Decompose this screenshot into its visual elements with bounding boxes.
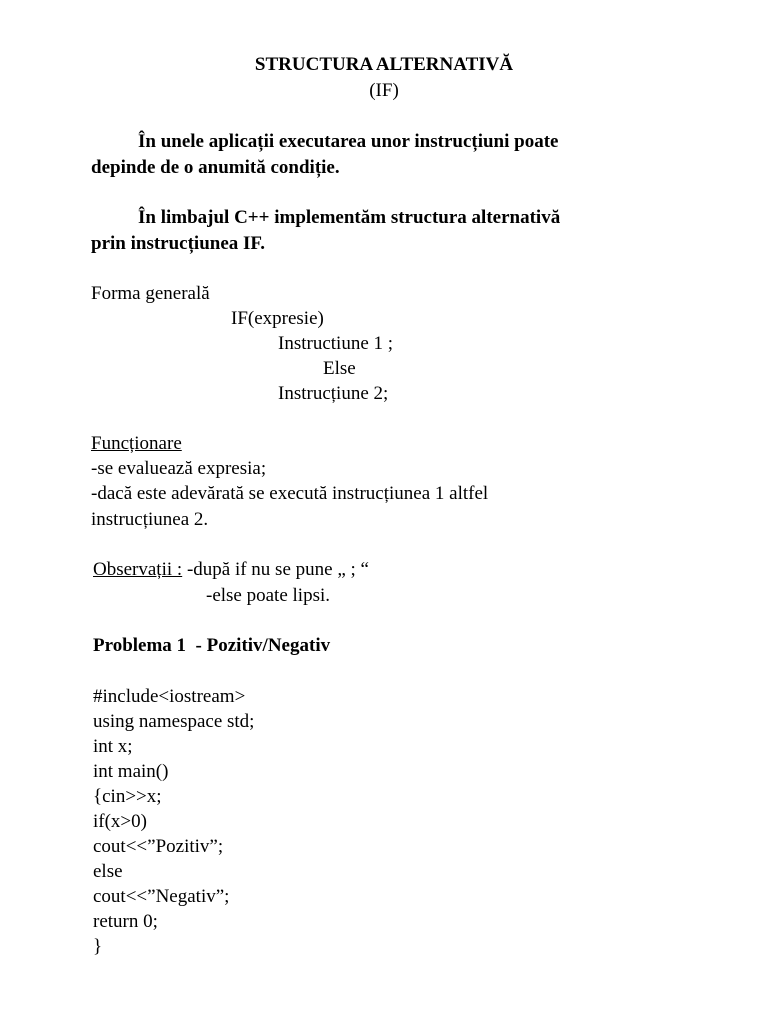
- code-line-8: else: [93, 861, 123, 882]
- functioning-line-1: -se evaluează expresia;: [91, 458, 267, 479]
- code-line-11: }: [93, 936, 103, 957]
- intro-paragraph-1-line-2: depinde de o anumită condiție.: [91, 157, 340, 178]
- general-form-instruction-1: Instructiune 1 ;: [278, 333, 394, 354]
- general-form-if-line: IF(expresie): [231, 308, 324, 329]
- intro-paragraph-2-line-1: În limbajul C++ implementăm structura alternativă: [138, 207, 561, 228]
- code-line-3: int x;: [93, 736, 133, 757]
- code-line-1: #include<iostream>: [93, 686, 246, 707]
- document-title: STRUCTURA ALTERNATIVĂ: [254, 54, 514, 75]
- observations-line-1: -după if nu se pune „ ; “: [186, 559, 369, 580]
- functioning-heading: Funcționare: [91, 433, 182, 454]
- code-line-2: using namespace std;: [93, 711, 255, 732]
- functioning-line-3: instrucțiunea 2.: [91, 509, 209, 530]
- intro-paragraph-1-line-1: În unele aplicații executarea unor instrucțiuni poate: [138, 131, 559, 152]
- code-line-5: {cin>>x;: [93, 786, 162, 807]
- general-form-heading: Forma generală: [91, 283, 210, 304]
- code-line-10: return 0;: [93, 911, 158, 932]
- code-line-9: cout<<”Negativ”;: [93, 886, 230, 907]
- code-line-6: if(x>0): [93, 811, 147, 832]
- code-line-7: cout<<”Pozitiv”;: [93, 836, 224, 857]
- general-form-instruction-2: Instrucțiune 2;: [278, 383, 389, 404]
- code-line-4: int main(): [93, 761, 169, 782]
- intro-paragraph-2-line-2: prin instrucțiunea IF.: [91, 233, 266, 254]
- observations-line-2: -else poate lipsi.: [206, 585, 330, 606]
- document-subtitle: (IF): [369, 80, 399, 101]
- general-form-else: Else: [323, 358, 356, 379]
- functioning-line-2: -dacă este adevărată se execută instrucțiunea 1 altfel: [91, 483, 489, 504]
- problem-title: Problema 1 - Pozitiv/Negativ: [93, 635, 331, 656]
- observations-block: [93, 557, 369, 582]
- observations-heading: Observații :: [93, 559, 183, 580]
